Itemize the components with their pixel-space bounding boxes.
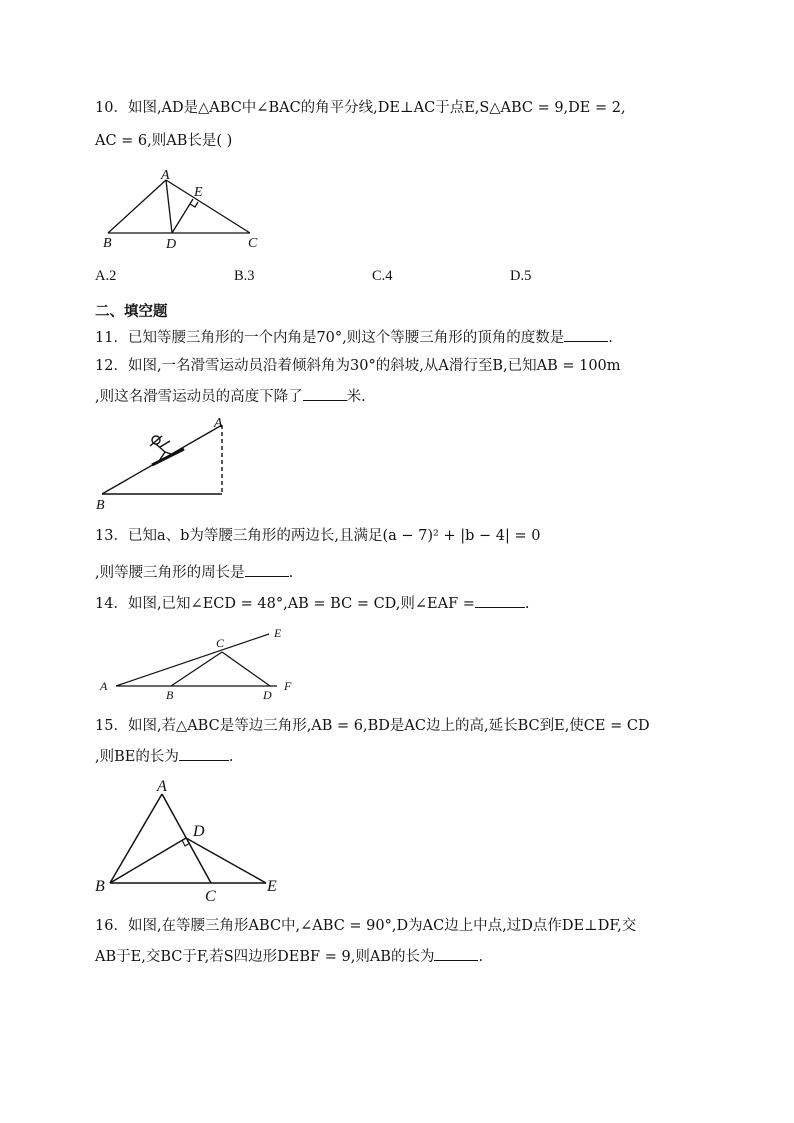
q11-answer-blank[interactable] xyxy=(564,327,608,342)
q10-figure xyxy=(108,180,250,233)
segment-ac xyxy=(166,180,250,233)
q10-choice-b[interactable]: B.3 xyxy=(234,268,255,284)
q10-label-e: E xyxy=(194,185,203,200)
q15-label-e: E xyxy=(267,878,277,895)
q12-answer-blank[interactable] xyxy=(303,386,347,401)
q13-period: . xyxy=(288,565,294,581)
q13-line2 xyxy=(95,562,293,583)
q14-label-b: B xyxy=(166,688,174,702)
segment-ab xyxy=(108,180,166,233)
q14-label-a: A xyxy=(100,679,108,693)
q15-period: . xyxy=(228,749,234,765)
segment-ae xyxy=(116,634,269,686)
segment-ab xyxy=(110,794,162,883)
q14-line1-text: 14．如图,已知∠ECD = 48°,AB = BC = CD,则∠EAF = xyxy=(95,596,475,612)
q10-label-d: D xyxy=(166,237,177,252)
q14-label-f: F xyxy=(284,679,292,693)
q12-line1: 12．如图,一名滑雪运动员沿着倾斜角为30°的斜坡,从A滑行至B,已知AB = 100m xyxy=(95,358,621,374)
q15-line1: 15．如图,若△ABC是等边三角形,AB = 6,BD是AC边上的高,延长BC到E,使CE = CD xyxy=(95,718,650,734)
q16-line2 xyxy=(95,946,483,967)
q14-line1 xyxy=(95,593,530,614)
segment-ad xyxy=(166,180,172,233)
q15-label-a: A xyxy=(157,778,167,795)
q15-label-b: B xyxy=(95,878,105,895)
q15-line2-text: ,则BE的长为 xyxy=(95,749,179,765)
section-title: 二、填空题 xyxy=(95,304,168,320)
q13-line1: 13．已知a、b为等腰三角形的两边长,且满足(a − 7)² + |b − 4| = 0 xyxy=(95,528,541,544)
q12-line2 xyxy=(95,386,366,407)
q15-label-d: D xyxy=(193,823,205,840)
q12-label-a: A xyxy=(214,416,223,431)
q10-line2: AC = 6,则AB长是( ) xyxy=(95,133,233,149)
q15-line2 xyxy=(95,746,233,767)
q14-label-d: D xyxy=(263,688,272,702)
q13-line2-text: ,则等腰三角形的周长是 xyxy=(95,565,245,581)
q10-choice-a[interactable]: A.2 xyxy=(95,268,117,284)
q16-answer-blank[interactable] xyxy=(434,946,478,961)
q12-line2-b: 米. xyxy=(346,389,366,405)
segment-bc xyxy=(171,652,222,686)
q15-figure xyxy=(110,794,266,883)
q10-line1: 10．如图,AD是△ABC中∠BAC的角平分线,DE⊥AC于点E,S△ABC = 9,DE = 2, xyxy=(95,100,626,116)
q14-label-e: E xyxy=(274,626,282,640)
q11-text-body: 11．已知等腰三角形的一个内角是70°,则这个等腰三角形的顶角的度数是 xyxy=(95,330,565,346)
q15-label-c: C xyxy=(205,888,216,905)
q12-line2-a: ,则这名滑雪运动员的高度下降了 xyxy=(95,389,303,405)
q10-choice-c[interactable]: C.4 xyxy=(372,268,393,284)
segment-cd xyxy=(222,652,270,686)
q15-answer-blank[interactable] xyxy=(179,746,229,761)
q10-label-a: A xyxy=(161,168,170,183)
q10-label-c: C xyxy=(248,236,258,251)
q14-answer-blank[interactable] xyxy=(475,593,525,608)
q12-label-b: B xyxy=(96,498,105,513)
q14-figure xyxy=(116,634,277,686)
skier-icon xyxy=(150,436,184,465)
q14-period: . xyxy=(524,596,530,612)
q10-choice-d[interactable]: D.5 xyxy=(510,268,532,284)
segment-bd xyxy=(110,838,186,883)
segment-de xyxy=(172,199,193,233)
q10-label-b: B xyxy=(103,236,112,251)
q11-period: . xyxy=(608,330,613,346)
q16-line2-text: AB于E,交BC于F,若S四边形DEBF = 9,则AB的长为 xyxy=(95,949,435,965)
q16-period: . xyxy=(478,949,484,965)
q13-answer-blank[interactable] xyxy=(245,562,289,577)
q11-text xyxy=(95,327,613,348)
q16-line1: 16．如图,在等腰三角形ABC中,∠ABC = 90°,D为AC边上中点,过D点作DE⊥DF,交 xyxy=(95,918,637,934)
q14-label-c: C xyxy=(216,636,225,650)
